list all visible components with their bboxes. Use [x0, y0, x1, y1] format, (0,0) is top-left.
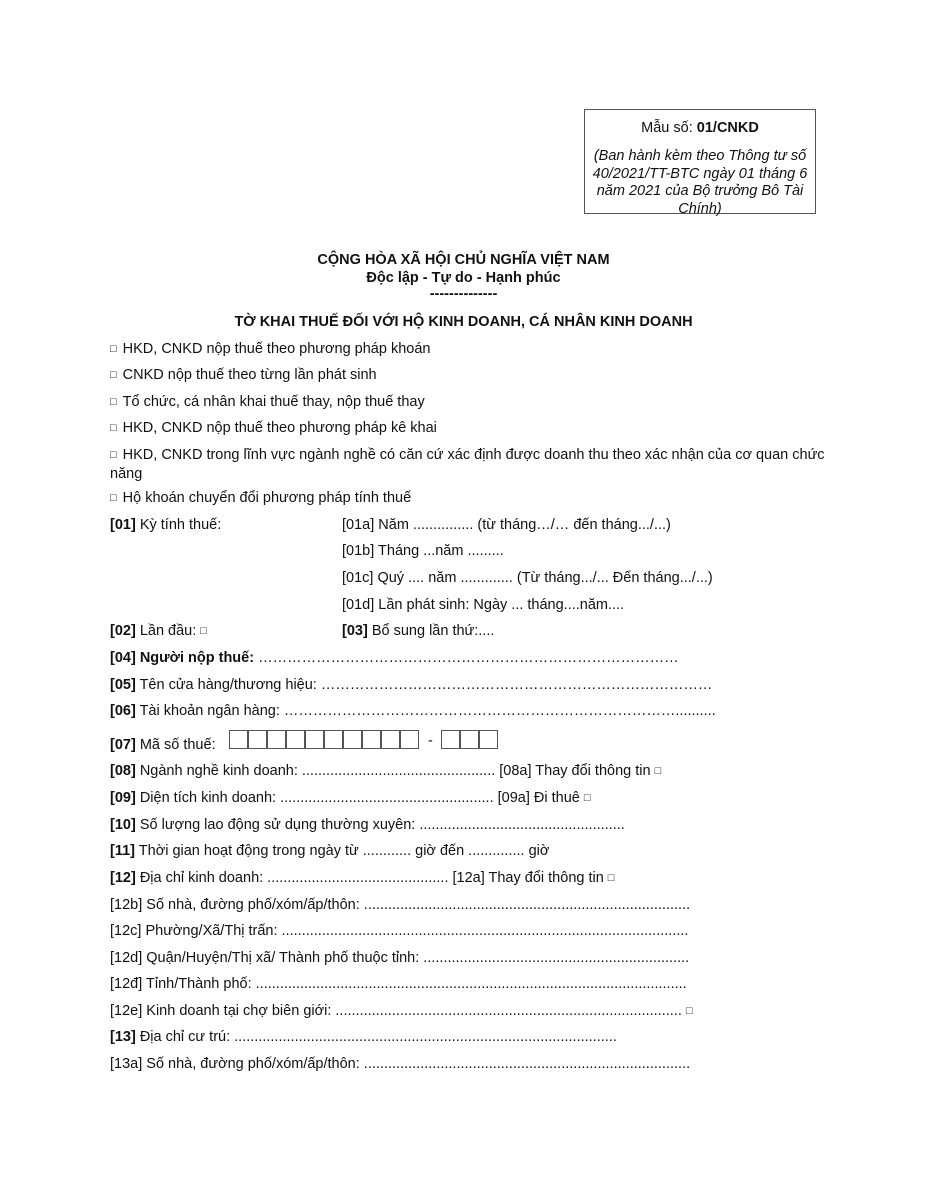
tax-code-digit-box[interactable]	[267, 730, 286, 749]
checkbox-icon[interactable]: □	[110, 343, 117, 355]
field-taxpayer[interactable]	[110, 650, 679, 666]
field-label: Số lượng lao động sử dụng thường xuyên: ...................................................	[139, 817, 625, 833]
field-code: [11]	[110, 843, 135, 859]
field-tax-period-quarter[interactable]: [01c] Quý .... năm ............. (Từ tháng.../... Đến tháng.../...)	[342, 570, 713, 586]
field-code: [01]	[110, 517, 136, 533]
form-code-label: Mẫu số:	[641, 120, 693, 136]
field-code: [12]	[110, 870, 136, 886]
field-province[interactable]: [12đ] Tỉnh/Thành phố: ...........................................................................................................	[110, 976, 687, 992]
field-label: Địa chỉ cư trú: ...............................................................................................	[139, 1029, 617, 1045]
tax-code-separator: -	[428, 733, 433, 749]
field-label: Thời gian hoạt động trong ngày từ ............ giờ đến .............. giờ	[138, 843, 550, 859]
field-code: [04]	[110, 650, 136, 666]
field-label: Tài khoản ngân hàng: ………………………………………………………………………..........	[139, 703, 716, 719]
tax-code-branch-digit-box[interactable]	[441, 730, 460, 749]
tax-code-digit-box[interactable]	[324, 730, 343, 749]
field-tax-code	[110, 737, 216, 753]
tax-code-branch-digit-box[interactable]	[479, 730, 498, 749]
option-withholding[interactable]	[110, 394, 425, 410]
option-label: Tổ chức, cá nhân khai thuế thay, nộp thuế thay	[122, 394, 425, 410]
field-code: [06]	[110, 703, 136, 719]
field-label: Địa chỉ kinh doanh: ............................................. [12a] Thay đổi thông tin	[139, 870, 604, 886]
field-business-address[interactable]	[110, 870, 614, 886]
tax-code-digit-box[interactable]	[381, 730, 400, 749]
option-label: CNKD nộp thuế theo từng lần phát sinh	[122, 367, 377, 383]
form-code: 01/CNKD	[696, 120, 759, 136]
field-label: Bổ sung lần thứ:....	[371, 623, 495, 639]
form-number-box	[584, 109, 816, 217]
field-code: [09]	[110, 790, 136, 806]
field-tax-period-month[interactable]: [01b] Tháng ...năm .........	[342, 543, 504, 559]
option-label: HKD, CNKD nộp thuế theo phương pháp khoán	[122, 341, 431, 357]
checkbox-icon[interactable]: □	[685, 1005, 693, 1017]
checkbox-icon[interactable]: □	[110, 396, 117, 408]
option-label: Hộ khoán chuyển đổi phương pháp tính thuế	[122, 490, 412, 506]
field-code: [07]	[110, 737, 136, 753]
tax-code-digit-box[interactable]	[400, 730, 419, 749]
field-district[interactable]: [12d] Quận/Huyện/Thị xã/ Thành phố thuộc tỉnh: ..................................................................	[110, 950, 690, 966]
option-label: HKD, CNKD trong lĩnh vực ngành nghề có căn cứ xác định được doanh thu theo xác nhận của cơ quan chức năng	[110, 447, 825, 482]
option-declaration[interactable]	[110, 420, 437, 436]
field-code: [05]	[110, 677, 136, 693]
field-bank-account[interactable]	[110, 703, 716, 719]
field-code: [10]	[110, 817, 136, 833]
field-employees[interactable]	[110, 817, 625, 833]
field-tax-period	[110, 517, 221, 533]
field-code: [02]	[110, 623, 136, 639]
field-label: Tên cửa hàng/thương hiệu: ………………………………………………………………………	[139, 677, 713, 693]
field-label: Mã số thuế:	[139, 737, 216, 753]
tax-code-digit-box[interactable]	[229, 730, 248, 749]
field-tax-period-occurrence[interactable]: [01d] Lần phát sinh: Ngày ... tháng....năm....	[342, 597, 625, 613]
field-first-time	[110, 623, 207, 639]
header-rule: --------------	[429, 286, 498, 302]
field-label: Diện tích kinh doanh: ..................................................... [09a] Đi thuê	[139, 790, 580, 806]
form-issued-note: (Ban hành kèm theo Thông tư số 40/2021/TT-BTC ngày 01 tháng 6 năm 2021 của Bộ trưởng Bô Tài Chính)	[592, 148, 808, 217]
field-code: [13]	[110, 1029, 136, 1045]
tax-code-digit-box[interactable]	[362, 730, 381, 749]
field-label: Kỳ tính thuế:	[139, 517, 222, 533]
field-tax-period-year[interactable]: [01a] Năm ............... (từ tháng…/… đến tháng.../...)	[342, 517, 671, 533]
option-lump-sum[interactable]	[110, 341, 430, 357]
field-street-address[interactable]: [12b] Số nhà, đường phố/xóm/ấp/thôn: .................................................................................	[110, 897, 691, 913]
option-revenue-confirmation[interactable]	[110, 446, 830, 483]
checkbox-icon[interactable]: □	[110, 369, 117, 381]
tax-code-digit-box[interactable]	[286, 730, 305, 749]
field-business-line[interactable]	[110, 763, 661, 779]
option-method-conversion[interactable]	[110, 490, 411, 506]
option-label: HKD, CNKD nộp thuế theo phương pháp kê khai	[122, 420, 437, 436]
option-per-occurrence[interactable]	[110, 367, 377, 383]
field-code: [08]	[110, 763, 136, 779]
tax-code-digit-box[interactable]	[305, 730, 324, 749]
field-ward[interactable]: [12c] Phường/Xã/Thị trấn: .....................................................................................................	[110, 923, 689, 939]
field-residence-address[interactable]	[110, 1029, 617, 1045]
document-title: TỜ KHAI THUẾ ĐỐI VỚI HỘ KINH DOANH, CÁ NHÂN KINH DOANH	[234, 314, 693, 330]
tax-code-digit-box[interactable]	[248, 730, 267, 749]
tax-code-branch-digit-box[interactable]	[460, 730, 479, 749]
checkbox-icon[interactable]: □	[110, 449, 117, 461]
field-label: Ngành nghề kinh doanh: ................................................ [08a] Thay đổi thông tin	[139, 763, 651, 779]
checkbox-icon[interactable]: □	[200, 625, 207, 637]
tax-code-digit-box[interactable]	[343, 730, 362, 749]
national-motto: Độc lập - Tự do - Hạnh phúc	[366, 270, 561, 286]
country-name: CỘNG HÒA XÃ HỘI CHỦ NGHĨA VIỆT NAM	[317, 252, 610, 268]
checkbox-icon[interactable]: □	[110, 492, 117, 504]
checkbox-icon[interactable]: □	[583, 792, 591, 804]
field-label: Người nộp thuế:	[139, 650, 255, 666]
field-code: [03]	[342, 623, 368, 639]
field-border-market[interactable]	[110, 1003, 693, 1019]
field-label: Lần đầu:	[139, 623, 197, 639]
checkbox-icon[interactable]: □	[607, 872, 615, 884]
field-business-area[interactable]	[110, 790, 591, 806]
checkbox-icon[interactable]: □	[654, 765, 662, 777]
field-residence-street[interactable]: [13a] Số nhà, đường phố/xóm/ấp/thôn: .................................................................................	[110, 1056, 691, 1072]
checkbox-icon[interactable]: □	[110, 422, 117, 434]
field-label: [12e] Kinh doanh tại chợ biên giới: ......................................................................................	[110, 1003, 682, 1019]
form-code-line	[585, 120, 815, 136]
field-operating-hours[interactable]	[110, 843, 549, 859]
field-store-name[interactable]	[110, 677, 712, 693]
field-dots: ……………………………………………………………………………	[254, 650, 679, 666]
field-supplement[interactable]	[342, 623, 494, 639]
